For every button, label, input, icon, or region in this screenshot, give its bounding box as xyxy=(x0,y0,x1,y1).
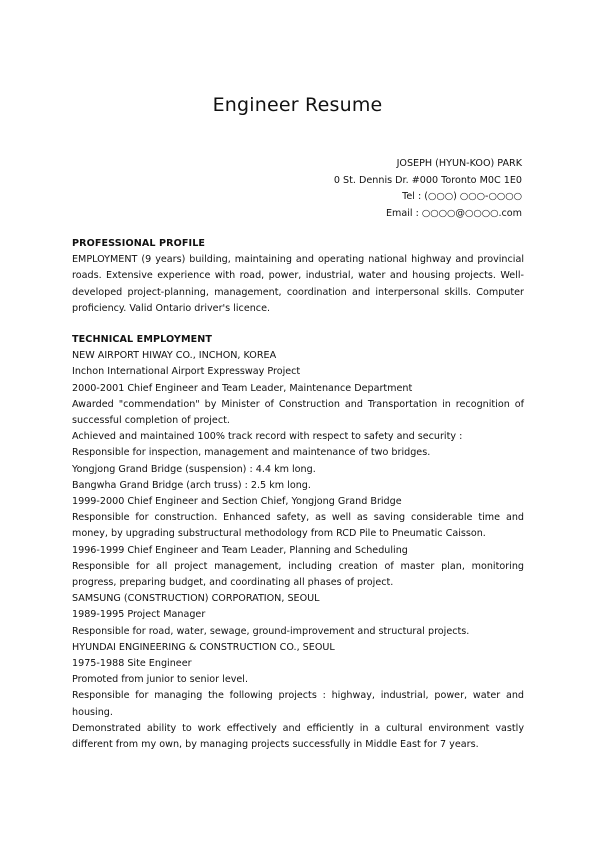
contact-name: JOSEPH (HYUN-KOO) PARK xyxy=(396,158,522,169)
employment-line: Awarded "commendation" by Minister of Construction and Transportation in recognition of successful completion of project. xyxy=(72,398,524,427)
document-title: Engineer Resume xyxy=(212,94,383,116)
employment-list xyxy=(72,348,524,753)
employment-line: 2000-2001 Chief Engineer and Team Leader, Maintenance Department xyxy=(72,382,413,394)
profile-section xyxy=(72,236,524,317)
profile-heading: PROFESSIONAL PROFILE xyxy=(72,238,206,249)
employment-line: Promoted from junior to senior level. xyxy=(72,674,249,686)
contact-email: Email : ○○○○@○○○○.com xyxy=(385,207,522,219)
profile-text: EMPLOYMENT (9 years) building, maintaining and operating national highway and provincial roads. Extensive experience with road, power, industrial, water and housing projects. Well-developed project-planning, management, coordination and interpersonal skills. Computer proficiency. Valid Ontario driver's licence. xyxy=(72,254,524,314)
contact-address: 0 St. Dennis Dr. #000 Toronto M0C 1E0 xyxy=(333,174,522,186)
employment-line: Responsible for managing the following projects : highway, industrial, power, water and housing. xyxy=(72,690,524,718)
employment-line: HYUNDAI ENGINEERING & CONSTRUCTION CO., SEOUL xyxy=(72,641,335,653)
employment-line: 1989-1995 Project Manager xyxy=(72,609,206,621)
employment-line: 1975-1988 Site Engineer xyxy=(72,658,192,670)
employment-line: Responsible for all project management, including creation of master plan, monitoring progress, preparing budget, and coordinating all phases of project. xyxy=(72,560,524,589)
employment-line: Demonstrated ability to work effectively and efficiently in a cultural environment vastly different from my own, by managing projects successfully in Middle East for 7 years. xyxy=(72,722,524,751)
employment-line: Achieved and maintained 100% track record with respect to safety and security : xyxy=(72,431,463,443)
employment-line: SAMSUNG (CONSTRUCTION) CORPORATION, SEOUL xyxy=(72,593,320,605)
employment-section xyxy=(72,332,524,753)
employment-line: NEW AIRPORT HIWAY CO., INCHON, KOREA xyxy=(72,350,277,362)
employment-line: Inchon International Airport Expressway Project xyxy=(72,366,301,378)
contact-tel: Tel : (○○○) ○○○-○○○○ xyxy=(402,191,522,203)
contact-block xyxy=(334,156,522,222)
employment-line: Responsible for construction. Enhanced safety, as well as saving considerable time and money, by upgrading substructural methodology from RCD Pile to Pneumatic Caisson. xyxy=(72,512,524,540)
employment-line: Bangwha Grand Bridge (arch truss) : 2.5 km long. xyxy=(72,479,311,491)
employment-heading: TECHNICAL EMPLOYMENT xyxy=(72,334,213,345)
employment-line: 1999-2000 Chief Engineer and Section Chief, Yongjong Grand Bridge xyxy=(72,496,402,508)
employment-line: Responsible for road, water, sewage, ground-improvement and structural projects. xyxy=(72,625,470,637)
employment-line: Yongjong Grand Bridge (suspension) : 4.4 km long. xyxy=(72,463,316,475)
employment-line: Responsible for inspection, management and maintenance of two bridges. xyxy=(72,447,431,459)
employment-line: 1996-1999 Chief Engineer and Team Leader, Planning and Scheduling xyxy=(72,544,408,556)
